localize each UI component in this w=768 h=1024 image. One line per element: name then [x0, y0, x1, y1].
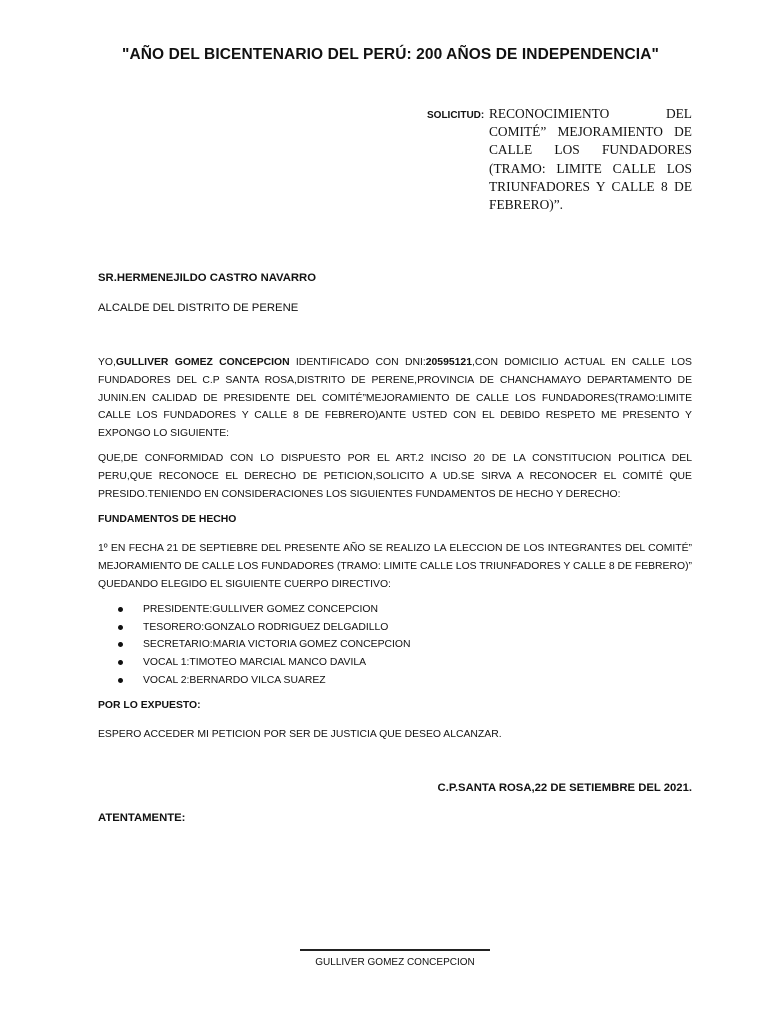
list-item	[118, 601, 411, 619]
list-item	[118, 619, 411, 637]
election-paragraph: 1º EN FECHA 21 DE SEPTIEBRE DEL PRESENTE AÑO SE REALIZO LA ELECCION DE LOS INTEGRANTES DEL COMITÉ” MEJORAMIENTO DE CALLE LOS FUNDADORES (TRAMO: LIMITE CALLE LOS TRIUNFADORES Y CALLE 8 DE FEBRERO)” QUEDANDO ELEGIDO EL SIGUIENTE CUERPO DIRECTIVO:	[98, 543, 692, 590]
applicant-dni: 20595121	[425, 357, 472, 368]
signature-name: GULLIVER GOMEZ CONCEPCION	[315, 957, 475, 968]
member-text: TESORERO:GONZALO RODRIGUEZ DELGADILLO	[143, 621, 389, 633]
member-text: PRESIDENTE:GULLIVER GOMEZ CONCEPCION	[143, 604, 378, 615]
bullet-icon	[118, 607, 123, 612]
signature-line	[300, 949, 490, 951]
legal-basis-paragraph: QUE,DE CONFORMIDAD CON LO DISPUESTO POR EL ART.2 INCISO 20 DE LA CONSTITUCION POLITICA DEL PERU,QUE RECONOCE EL DERECHO DE PETICION,SOLICITO A UD.SE SIRVA A RECONOCER EL COMITÉ QUE PRESIDO.TENIENDO EN CONSIDERACIONES LOS SIGUIENTES FUNDAMENTOS DE HECHO Y DERECHO:	[98, 453, 692, 500]
bullet-icon	[118, 642, 123, 647]
solicitud-text: RECONOCIMIENTO DEL COMITÉ” MEJORAMIENTO DE CALLE LOS FUNDADORES (TRAMO: LIMITE CALLE LOS TRIUNFADORES Y CALLE 8 DE FEBRERO)”.	[489, 106, 692, 213]
board-members-list	[118, 601, 411, 689]
member-text: VOCAL 2:BERNARDO VILCA SUAREZ	[143, 674, 326, 686]
intro-id-text: IDENTIFICADO CON DNI:	[289, 357, 426, 368]
bullet-icon	[118, 660, 123, 665]
salutation: ATENTAMENTE:	[98, 812, 186, 824]
member-text: SECRETARIO:MARIA VICTORIA GOMEZ CONCEPCION	[143, 639, 411, 651]
place-date: C.P.SANTA ROSA,22 DE SETIEMBRE DEL 2021.	[437, 782, 692, 794]
addressee-role: ALCALDE DEL DISTRITO DE PERENE	[98, 302, 299, 314]
addressee-name: SR.HERMENEJILDO CASTRO NAVARRO	[98, 272, 316, 284]
bullet-icon	[118, 678, 123, 683]
fundamentos-heading: FUNDAMENTOS DE HECHO	[98, 514, 237, 525]
expuesto-heading: POR LO EXPUESTO:	[98, 700, 201, 711]
solicitud-label: SOLICITUD:	[427, 110, 485, 121]
member-text: VOCAL 1:TIMOTEO MARCIAL MANCO DAVILA	[143, 657, 367, 669]
request-paragraph: ESPERO ACCEDER MI PETICION POR SER DE JUSTICIA QUE DESEO ALCANZAR.	[98, 729, 502, 740]
applicant-name: GULLIVER GOMEZ CONCEPCION	[115, 357, 290, 368]
bullet-icon	[118, 625, 123, 630]
intro-paragraph	[98, 354, 692, 443]
list-item	[118, 636, 411, 654]
list-item	[118, 654, 411, 672]
list-item	[118, 672, 411, 690]
intro-prefix: YO,	[98, 357, 116, 368]
intro-rest: ,CON DOMICILIO ACTUAL EN CALLE LOS FUNDADORES DEL C.P SANTA ROSA,DISTRITO DE PERENE,PROVINCIA DE CHANCHAMAYO DEPARTAMENTO DE JUNIN.EN CALIDAD DE PRESIDENTE DEL COMITÉ”MEJORAMIENTO DE CALLE LOS FUNDADORES(TRAMO:LIMITE CALLE LOS FUNDADORES Y CALLE 8 DE FEBRERO)ANTE USTED CON EL DEBIDO RESPETO ME PRESENTO Y EXPONGO LO SIGUIENTE:	[98, 357, 692, 440]
year-title: "AÑO DEL BICENTENARIO DEL PERÚ: 200 AÑOS DE INDEPENDENCIA"	[122, 46, 659, 63]
